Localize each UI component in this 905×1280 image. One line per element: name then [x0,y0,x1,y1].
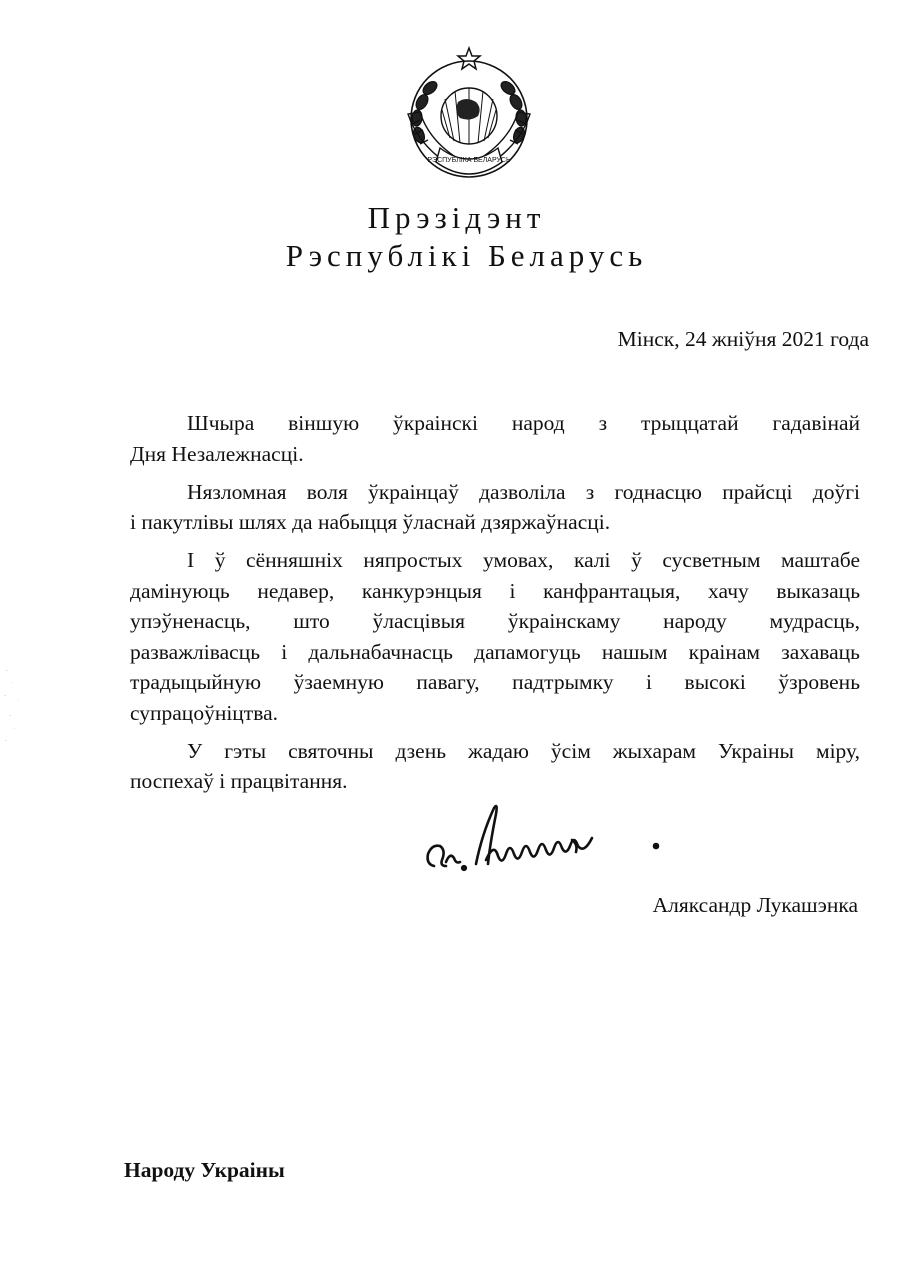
addressee: Народу Украіны [124,1158,285,1182]
paragraph-line: разважлівасць і дальнабачнасць дапамогуць нашым краінам захаваць [130,639,860,664]
paragraph-4 [130,736,860,797]
paragraph-2 [130,477,860,538]
letter-date: Мінск, 24 жніўня 2021 года [617,327,869,351]
paragraph-line: дамінуюць недавер, канкурэнцыя і канфрантацыя, хачу выказаць [130,578,860,603]
handwritten-signature-icon [420,800,680,890]
paragraph-line: супрацоўніцтва. [130,700,278,725]
paragraph-line: Нязломная воля ўкраінцаў дазволіла з годнасцю прайсці доўгі [187,479,860,504]
paragraph-1 [130,408,860,469]
paragraph-line: Шчыра віншую ўкраінскі народ з трыццатай гадавінай [187,411,860,435]
paragraph-line: поспехаў і працвітання. [130,769,348,793]
paragraph-line: упэўненасць, што ўласцівыя ўкраінскаму народу мудрасць, [130,609,860,633]
title-line-1: Прэзідэнт [367,200,546,235]
belarus-coat-of-arms-icon [400,44,538,186]
scan-noise [0,660,60,760]
paragraph-line: традыцыйную ўзаемную павагу, падтрымку і высокі ўзровень [130,670,860,694]
title-line-2: Рэспублікі Беларусь [285,238,648,273]
letter-body [130,408,860,804]
signer-name: Аляксандр Лукашэнка [652,893,858,917]
paragraph-line: І ў сённяшніх няпростых умовах, калі ў сусветным маштабе [187,548,860,572]
paragraph-3 [130,545,860,728]
paragraph-line: і пакутлівы шлях да набыцця ўласнай дзяржаўнасці. [130,510,611,534]
emblem-ribbon-text: РЭСПУБЛІКА БЕЛАРУСЬ [427,157,511,164]
paragraph-line: Дня Незалежнасці. [130,441,304,466]
paragraph-line: У гэты святочны дзень жадаю ўсім жыхарам Украіны міру, [187,738,860,763]
